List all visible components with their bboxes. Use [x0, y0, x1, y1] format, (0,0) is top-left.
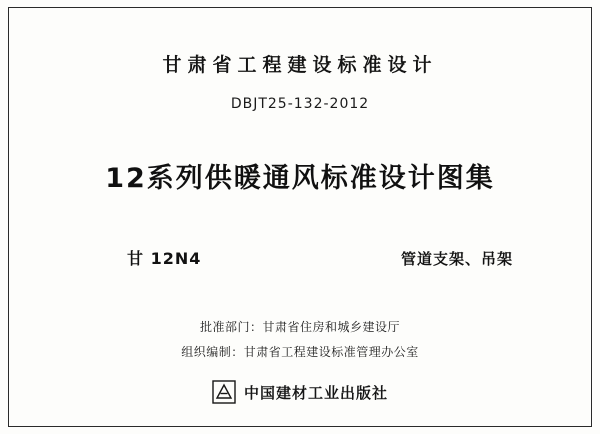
- china-building-materials-press-logo: [212, 380, 236, 404]
- approval-department: 批准部门：甘肃省住房和城乡建设厅: [199, 320, 400, 334]
- cover-border: [8, 7, 592, 427]
- atlas-number: 甘 12N4: [127, 249, 202, 268]
- subject-label: 管道支架、吊架: [400, 250, 513, 268]
- cover-content: [9, 8, 591, 426]
- compilation-organizer: 组织编制：甘肃省工程建设标准管理办公室: [181, 345, 419, 359]
- standard-code: DBJT25-132-2012: [230, 96, 370, 112]
- publisher-block: [9, 380, 591, 404]
- approval-block: [9, 318, 591, 368]
- publisher-name: 中国建材工业出版社: [243, 383, 388, 402]
- series-heading: 甘肃省工程建设标准设计: [162, 54, 438, 76]
- page-title: 12系列供暖通风标准设计图集: [105, 163, 495, 194]
